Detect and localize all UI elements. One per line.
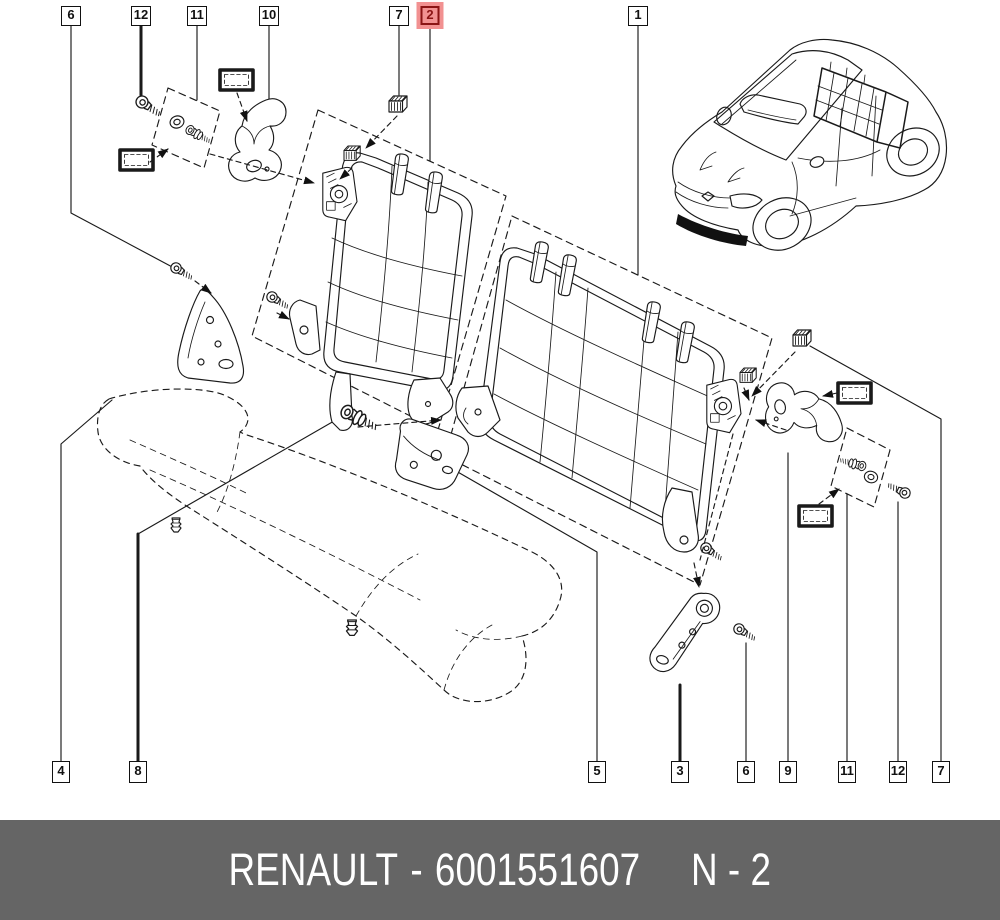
seat-latch-right <box>707 379 741 432</box>
center-hardware <box>339 403 473 494</box>
screw-12 <box>134 94 163 119</box>
right-bottom-hardware <box>646 541 757 683</box>
frame-side-foot <box>289 300 320 355</box>
seat-back-frame-large <box>456 241 741 552</box>
callout-bottom-9[interactable]: 9 <box>779 761 797 783</box>
callout-top-12[interactable]: 12 <box>131 6 151 26</box>
group-box-small-frame <box>252 110 506 430</box>
headrest-sleeve <box>675 321 695 364</box>
shoulder-bolt <box>184 124 212 146</box>
car-rear-seat-frames <box>814 62 908 148</box>
seat-cushion <box>97 389 561 702</box>
screw-6 <box>265 290 291 311</box>
seat-latch-left <box>323 167 357 220</box>
latch-handle-9 <box>763 382 846 443</box>
washer-11 <box>863 470 879 484</box>
screw-6 <box>169 261 195 282</box>
callout-bottom-3[interactable]: 3 <box>671 761 689 783</box>
callout-top-6[interactable]: 6 <box>61 6 81 26</box>
callout-top-2-selected[interactable]: 2 <box>421 6 440 25</box>
callout-bottom-12[interactable]: 12 <box>889 761 907 783</box>
callout-bottom-6[interactable]: 6 <box>737 761 755 783</box>
car-illustration <box>673 39 948 260</box>
callout-top-10[interactable]: 10 <box>259 6 279 26</box>
right-hardware-cluster <box>740 330 912 526</box>
screw-6 <box>732 622 758 643</box>
callout-bottom-11[interactable]: 11 <box>838 761 856 783</box>
frame-bottom-foot <box>408 378 453 424</box>
brand-label: RENAULT <box>228 844 399 895</box>
part-number: 6001551607 <box>435 844 641 895</box>
cushion-clip <box>171 518 181 532</box>
clip-7 <box>389 96 407 112</box>
callout-bottom-8[interactable]: 8 <box>129 761 147 783</box>
center-hinge-bracket-5 <box>389 417 472 494</box>
screw-12 <box>886 480 912 499</box>
mounting-bracket-left <box>178 289 244 383</box>
washer-bolt-box <box>152 88 220 168</box>
footer-bar <box>0 820 1000 920</box>
label-plate <box>838 383 871 403</box>
clip-7 <box>740 368 756 382</box>
headrest-sleeve <box>390 153 409 195</box>
callout-bottom-7[interactable]: 7 <box>932 761 950 783</box>
frame-bottom-leg <box>330 372 352 430</box>
callout-top-11[interactable]: 11 <box>187 6 207 26</box>
headrest-sleeve <box>557 254 577 297</box>
washer-11 <box>168 114 185 130</box>
latch-handle-10 <box>229 99 286 181</box>
headrest-sleeve <box>641 301 661 344</box>
mounting-bracket-3 <box>646 582 723 683</box>
seat-back-frame-small <box>289 153 472 431</box>
cushion-clip <box>347 620 358 635</box>
label-plate <box>120 150 153 170</box>
callout-top-7[interactable]: 7 <box>389 6 409 26</box>
headrest-sleeve <box>424 171 443 213</box>
page-reference: N - 2 <box>691 844 772 895</box>
shoulder-bolt <box>839 455 867 472</box>
label-plate <box>799 506 832 526</box>
footer-part-reference <box>229 844 771 896</box>
separator: - <box>410 844 423 895</box>
callout-top-2-highlight[interactable] <box>417 2 444 29</box>
callout-bottom-5[interactable]: 5 <box>588 761 606 783</box>
clip-7 <box>793 330 811 346</box>
label-plate <box>220 70 253 90</box>
callout-bottom-4[interactable]: 4 <box>52 761 70 783</box>
callout-top-1[interactable]: 1 <box>628 6 648 26</box>
